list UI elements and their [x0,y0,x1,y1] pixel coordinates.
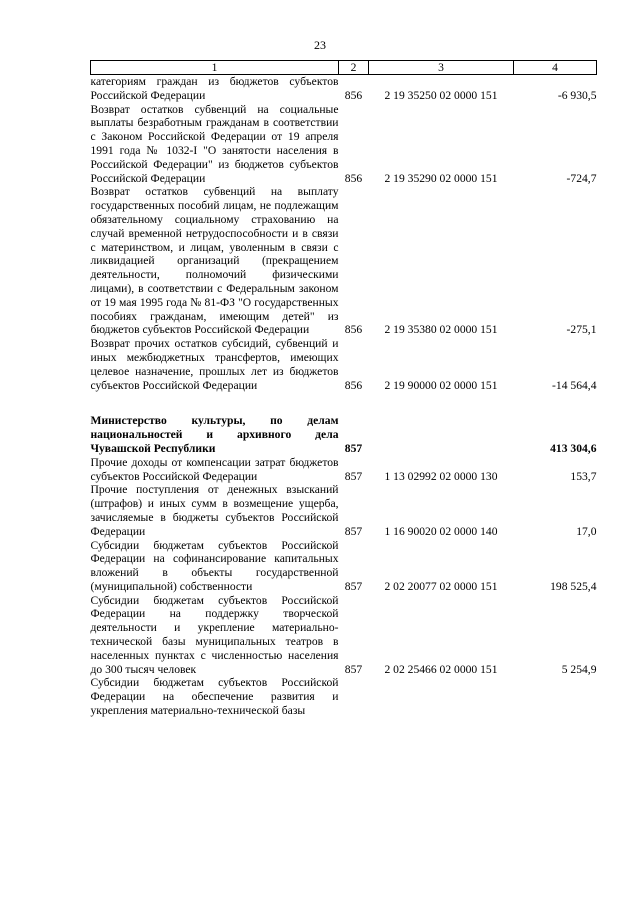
row-admin-code: 857 [344,662,363,676]
row-name: Субсидии бюджетам субъектов Российской Федерации на софинансирование капитальных вложений в объекты государственной (муниципальной) собственности [90,538,339,593]
budget-table [90,60,597,718]
row-amount: 17,0 [576,524,597,538]
row-budget-code: 1 16 90020 02 0000 140 [384,524,498,538]
row-amount: 5 254,9 [561,662,597,676]
row-admin-code: 857 [344,579,363,593]
row-admin-code: 856 [344,323,363,337]
table-row [91,539,597,594]
ministry-budget-code [369,414,514,455]
column-header-3: 3 [369,61,514,75]
row-admin-code: 856 [344,378,363,392]
row-budget-code: 1 13 02992 02 0000 130 [384,469,498,483]
table-row-ministry [91,414,597,455]
ministry-admin-code: 857 [344,441,363,455]
row-name: Возврат остатков субвенций на выплату государственных пособий лицам, не подлежащим обязательному социальному страхованию на случай временной нетрудоспособности и в связи с материнством, и лицам, уволенным в связи с ликвидацией организаций (прекращением деятельности, полномочий физическими лицами), в соответствии с Федеральным законом от 19 мая 1995 года № 81-ФЗ "О государственных пособиях гражданам, имеющим детей" из бюджетов субъектов Российской Федерации [90,185,339,337]
row-amount: 198 525,4 [550,579,597,593]
row-budget-code: 2 19 35380 02 0000 151 [384,323,498,337]
ministry-total-amount: 413 304,6 [550,441,597,455]
row-amount: -14 564,4 [552,378,597,392]
row-amount: -724,7 [566,171,597,185]
row-name: Субсидии бюджетам субъектов Российской Федерации на обеспечение развития и укрепления материально-технической базы [90,676,339,718]
table-row [91,456,597,484]
table-row [91,594,597,677]
row-name: Прочие доходы от компенсации затрат бюджетов субъектов Российской Федерации [90,455,339,483]
row-budget-code [369,676,514,717]
row-admin-code: 856 [344,171,363,185]
row-name: Прочие поступления от денежных взысканий (штрафов) и иных сумм в возмещение ущерба, зачисляемые в бюджеты субъектов Российской Федерации [90,483,339,538]
row-budget-code: 2 19 35250 02 0000 151 [384,88,498,102]
row-budget-code: 2 02 20077 02 0000 151 [384,579,498,593]
row-amount [514,676,597,717]
row-budget-code: 2 19 35290 02 0000 151 [384,171,498,185]
row-amount: -6 930,5 [557,88,597,102]
table-row [91,483,597,538]
column-header-2: 2 [339,61,369,75]
row-admin-code [339,676,369,717]
row-budget-code: 2 02 25466 02 0000 151 [384,662,498,676]
table-row [91,185,597,337]
row-admin-code: 857 [344,524,363,538]
column-header-1: 1 [91,61,339,75]
table-header-row [91,61,597,75]
ministry-name: Министерство культуры, по делам национальностей и архивного дела Чувашской Республики [90,414,339,455]
row-name: Субсидии бюджетам субъектов Российской Федерации на поддержку творческой деятельности и укрепление материально-технической базы муниципальных театров в населенных пунктах с численностью населения до 300 тысяч человек [90,593,339,676]
table-row [91,103,597,186]
row-amount: -275,1 [566,323,597,337]
row-name: Возврат прочих остатков субсидий, субвенций и иных межбюджетных трансфертов, имеющих целевое назначение, прошлых лет из бюджетов субъектов Российской Федерации [90,337,339,392]
table-row [91,75,597,103]
row-admin-code: 856 [344,88,363,102]
table-row [91,337,597,392]
row-budget-code: 2 19 90000 02 0000 151 [384,378,498,392]
row-name: Возврат остатков субвенций на социальные выплаты безработным гражданам в соответствии с Законом Российской Федерации от 19 апреля 1991 года № 1032-I "О занятости населения в Российской Федерации" из бюджетов субъектов Российской Федерации [90,102,339,185]
row-amount: 153,7 [570,469,597,483]
table-spacer [91,392,597,414]
column-header-4: 4 [514,61,597,75]
row-admin-code: 857 [344,469,363,483]
table-row [91,676,597,717]
row-name: категориям граждан из бюджетов субъектов Российской Федерации [90,75,339,102]
page-number: 23 [314,38,326,52]
